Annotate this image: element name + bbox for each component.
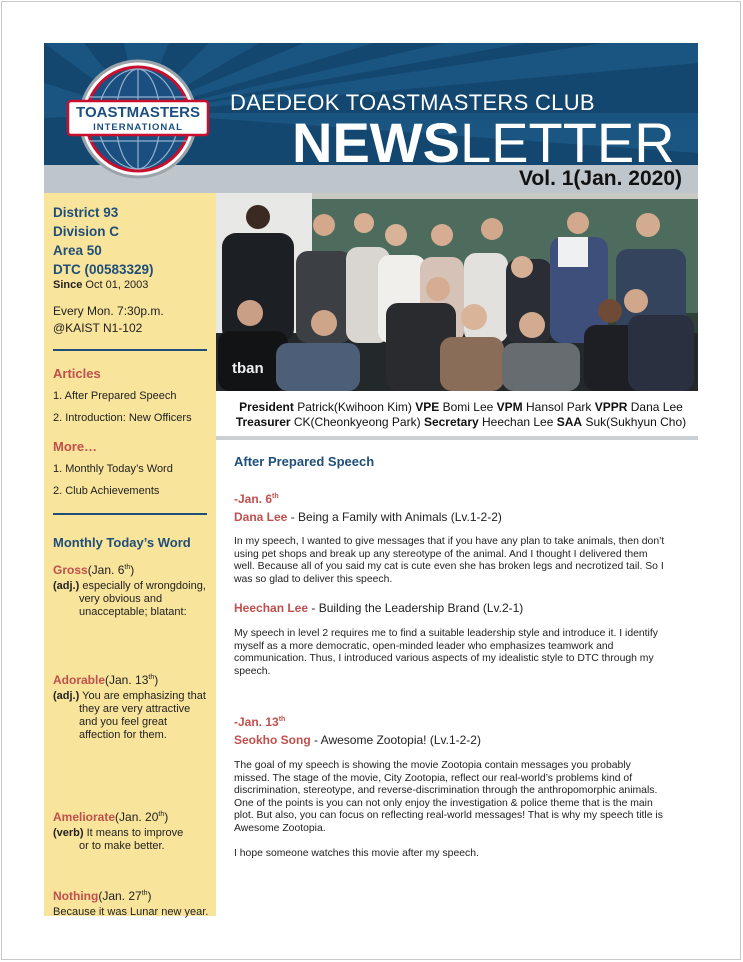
word-definition: they are very attractive bbox=[79, 703, 191, 715]
officers-list bbox=[224, 400, 698, 430]
word-date: (Jan. 6 bbox=[87, 563, 125, 577]
date-text: -Jan. 6 bbox=[234, 492, 273, 506]
list-item[interactable]: 1. After Prepared Speech bbox=[53, 390, 177, 402]
officer-name: Hansol Park bbox=[526, 400, 592, 414]
word-date: (Jan. 27 bbox=[98, 889, 142, 903]
body-line: myself as a more democratic, open-minded leader who emphasizes teamwork and bbox=[234, 640, 614, 652]
speaker-name: Dana Lee bbox=[234, 510, 288, 524]
meeting-time: Every Mon. 7:30p.m. bbox=[53, 304, 164, 318]
date-text: -Jan. 13 bbox=[234, 715, 279, 729]
club-info bbox=[53, 203, 154, 279]
word-date-sup: th bbox=[158, 811, 165, 818]
word-definition: unacceptable; blatant: bbox=[79, 606, 187, 618]
word-definition: Because it was Lunar new year. bbox=[53, 906, 209, 918]
officer-role: Secretary bbox=[423, 415, 479, 429]
speech-title: - Awesome Zootopia! (Lv.1-2-2) bbox=[310, 733, 481, 747]
body-line: My speech in level 2 requires me to find a suitable leadership style and introduce it. I identify bbox=[234, 628, 658, 639]
speaker-name: Heechan Lee bbox=[234, 601, 309, 615]
toastmasters-logo bbox=[64, 57, 212, 181]
since-label: Since bbox=[53, 279, 83, 291]
newsletter-title bbox=[292, 111, 675, 165]
dtc-number: DTC (00583329) bbox=[53, 262, 154, 277]
body-line: plot. But also, you can focus on reflecting real-world messages! That is why my speech title is bbox=[234, 810, 663, 822]
list-item[interactable]: 2. Introduction: New Officers bbox=[53, 412, 192, 424]
officer-name: Suk(Sukhyun Cho) bbox=[585, 415, 687, 429]
speech-body bbox=[234, 760, 692, 836]
word-heading: Monthly Today’s Word bbox=[53, 535, 191, 550]
speaker-name: Seokho Song bbox=[234, 733, 311, 747]
word-date-end: ) bbox=[147, 889, 152, 903]
speech-heading bbox=[234, 510, 502, 524]
speech-body bbox=[234, 628, 692, 678]
session-date bbox=[234, 715, 285, 729]
officer-role: Treasurer bbox=[235, 415, 291, 429]
session-date bbox=[234, 492, 279, 506]
title-bold: NEWS bbox=[292, 111, 460, 165]
body-line: In my speech, I wanted to give messages that if you have any plan to take animals, then don’t bbox=[234, 536, 665, 547]
speech-closing: I hope someone watches this movie after my speech. bbox=[234, 848, 479, 859]
word-definition: or to make better. bbox=[79, 840, 165, 852]
officer-name: Bomi Lee bbox=[442, 400, 494, 414]
body-line: well. Because all of you said my cat is cute even she has broken legs and necrotized tail. So I bbox=[234, 561, 664, 573]
officers-divider bbox=[216, 436, 698, 440]
area: Area 50 bbox=[53, 243, 102, 258]
officers-line-2 bbox=[224, 415, 698, 430]
word-entry-gross bbox=[53, 561, 213, 619]
since-value: Oct 01, 2003 bbox=[85, 279, 149, 291]
word-definition: You are emphasizing that bbox=[82, 690, 206, 702]
more-heading: More… bbox=[53, 439, 98, 454]
officer-role: VPE bbox=[415, 400, 440, 414]
speech-title: - Building the Leadership Brand (Lv.2-1) bbox=[308, 601, 524, 615]
articles-heading: Articles bbox=[53, 366, 101, 381]
word-definition: very obvious and bbox=[79, 593, 163, 605]
body-line: speech. bbox=[234, 665, 271, 677]
word-definition: It means to improve bbox=[86, 827, 184, 839]
body-line: using pet shops and break up any stereotype of the animal. And I thought I delivered them bbox=[234, 548, 648, 560]
officer-role: VPM bbox=[496, 400, 523, 414]
meeting-info bbox=[53, 303, 164, 337]
word-pos: (verb) bbox=[53, 827, 84, 839]
body-line: The goal of my speech is showing the movie Zootopia contain messages you probably bbox=[234, 760, 631, 771]
speech-body bbox=[234, 536, 692, 586]
officer-name: CK(Cheonkyeong Park) bbox=[293, 415, 421, 429]
body-line: discrimination, stereotype, and reverse-discrimination through the anthropomorphic animals. bbox=[234, 785, 658, 797]
word-title: Ameliorate bbox=[53, 810, 116, 824]
body-line: communication. Thus, I introduced various aspects of my idealistic style to DTC through my bbox=[234, 653, 654, 665]
officer-role: President bbox=[239, 400, 294, 414]
club-name: DAEDEOK TOASTMASTERS CLUB bbox=[230, 90, 595, 115]
speech-heading bbox=[234, 733, 481, 747]
word-date: (Jan. 20 bbox=[115, 810, 159, 824]
sidebar bbox=[44, 193, 216, 916]
volume-label: Vol. 1(Jan. 2020) bbox=[518, 167, 682, 190]
article-title: After Prepared Speech bbox=[234, 454, 375, 469]
district: District 93 bbox=[53, 205, 119, 220]
date-sup: th bbox=[272, 493, 279, 500]
officer-name: Patrick(Kwihoon Kim) bbox=[297, 400, 412, 414]
speech-heading bbox=[234, 601, 523, 615]
word-definition: affection for them. bbox=[79, 729, 167, 741]
word-date-sup: th bbox=[148, 674, 155, 681]
word-title: Gross bbox=[53, 563, 88, 577]
word-entry-ameliorate bbox=[53, 808, 213, 853]
word-definition: and you feel great bbox=[79, 716, 168, 728]
sidebar-divider bbox=[53, 349, 207, 351]
list-item[interactable]: 2. Club Achievements bbox=[53, 485, 160, 497]
word-entry-nothing bbox=[53, 887, 213, 919]
more-list bbox=[53, 458, 173, 502]
body-line: Awesome Zootopia. bbox=[234, 822, 326, 834]
officer-role: VPPR bbox=[594, 400, 628, 414]
word-definition: especially of wrongdoing, bbox=[82, 580, 206, 592]
word-date-sup: th bbox=[124, 564, 131, 571]
word-date-end: ) bbox=[154, 673, 159, 687]
word-pos: (adj.) bbox=[53, 580, 80, 592]
division: Division C bbox=[53, 224, 120, 239]
list-item[interactable]: 1. Monthly Today’s Word bbox=[53, 463, 173, 475]
since-line bbox=[53, 279, 148, 291]
title-thin: LETTER bbox=[460, 111, 675, 165]
group-photo-illustration bbox=[216, 193, 698, 391]
word-date: (Jan. 13 bbox=[105, 673, 149, 687]
officer-name: Heechan Lee bbox=[482, 415, 554, 429]
logo-text-bottom: INTERNATIONAL bbox=[93, 122, 183, 133]
word-date-end: ) bbox=[164, 810, 169, 824]
officers-line-1 bbox=[224, 400, 698, 415]
word-title: Adorable bbox=[53, 673, 106, 687]
date-sup: th bbox=[278, 716, 286, 723]
word-title: Nothing bbox=[53, 889, 99, 903]
body-line: was so glad to deliver this speech. bbox=[234, 573, 393, 585]
officer-name: Dana Lee bbox=[630, 400, 683, 414]
logo-text-top: TOASTMASTERS bbox=[76, 104, 200, 121]
officer-role: SAA bbox=[556, 415, 583, 429]
word-date-end: ) bbox=[130, 563, 135, 577]
word-pos: (adj.) bbox=[53, 690, 80, 702]
shirt-text: tban bbox=[232, 360, 264, 377]
word-date-sup: th bbox=[141, 890, 148, 897]
articles-list bbox=[53, 385, 192, 429]
group-photo bbox=[216, 193, 698, 391]
sidebar-divider bbox=[53, 513, 207, 515]
meeting-place: @KAIST N1-102 bbox=[53, 321, 143, 335]
newsletter-page bbox=[44, 43, 698, 916]
speech-title: - Being a Family with Animals (Lv.1-2-2) bbox=[287, 510, 502, 524]
body-line: One of the points is you can not only enjoy the investigation & police theme that is the main bbox=[234, 797, 653, 809]
body-line: missed. The stage of the movie, City Zootopia, reflect our real-world’s problems kind of bbox=[234, 772, 633, 784]
word-entry-adorable bbox=[53, 671, 213, 742]
